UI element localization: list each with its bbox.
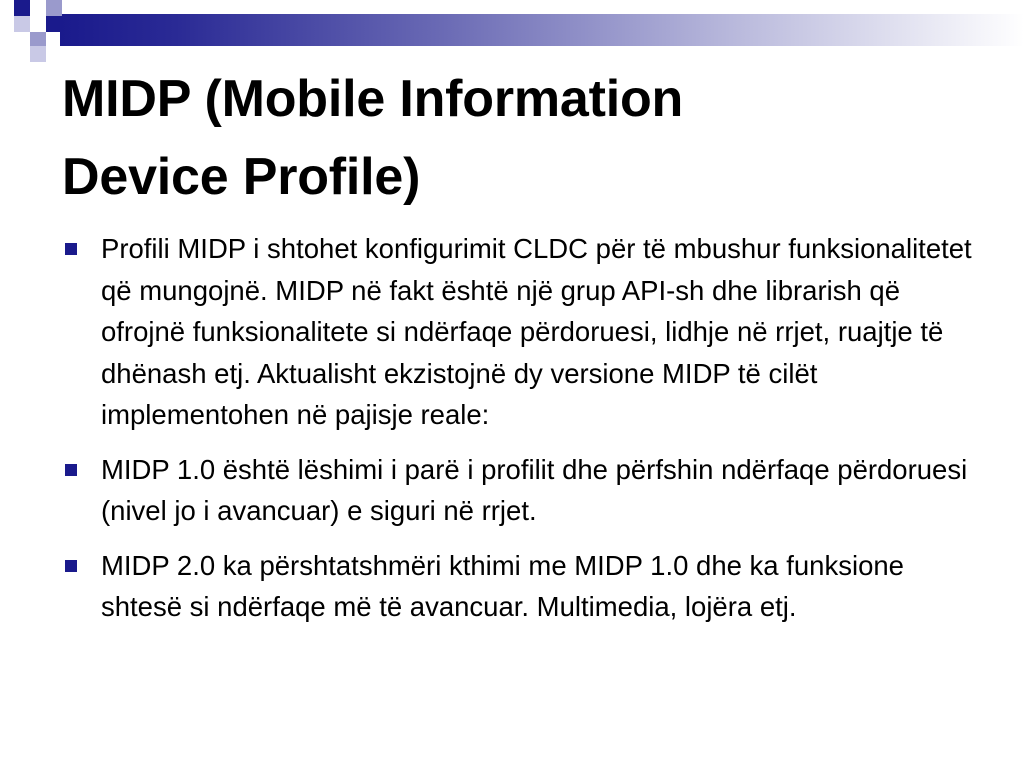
decor-square bbox=[30, 0, 46, 16]
bullet-text: Profili MIDP i shtohet konfigurimit CLDC për të mbushur funksionalitetet që mungojnë. MIDP në fakt është një grup API-sh dhe librarish që ofrojnë funksionalitete si ndërfaqe përdoruesi, lidhje në rrjet, ruajtje të dhënash etj. Aktualisht ekzistojnë dy versione MIDP të cilët implementohen në pajisje reale: bbox=[101, 233, 972, 430]
header-decoration bbox=[0, 0, 1024, 64]
slide-title-line: MIDP (Mobile Information bbox=[62, 70, 684, 128]
bullet-item bbox=[62, 545, 977, 628]
decor-square bbox=[0, 16, 14, 32]
decor-square bbox=[46, 32, 60, 46]
bullet-item bbox=[62, 449, 977, 532]
decor-square bbox=[30, 32, 46, 46]
decor-square bbox=[46, 16, 62, 32]
slide-title bbox=[62, 60, 982, 216]
bullet-list bbox=[62, 228, 977, 641]
bullet-text: MIDP 2.0 ka përshtatshmëri kthimi me MIDP 1.0 dhe ka funksione shtesë si ndërfaqe më të avancuar. Multimedia, lojëra etj. bbox=[101, 549, 904, 622]
bullet-text: MIDP 1.0 është lëshimi i parë i profilit dhe përfshin ndërfaqe përdoruesi (nivel jo i avancuar) e siguri në rrjet. bbox=[101, 453, 968, 526]
square-bullet-icon bbox=[65, 560, 77, 572]
bullet-item bbox=[62, 228, 977, 436]
decor-square bbox=[14, 0, 30, 16]
square-bullet-icon bbox=[65, 464, 77, 476]
decor-square bbox=[46, 0, 62, 16]
decor-square bbox=[30, 16, 46, 32]
square-bullet-icon bbox=[65, 243, 77, 255]
decor-square bbox=[30, 46, 46, 62]
decor-square bbox=[14, 16, 30, 32]
slide-title-line: Device Profile) bbox=[62, 148, 421, 206]
header-gradient-band bbox=[60, 14, 1024, 46]
